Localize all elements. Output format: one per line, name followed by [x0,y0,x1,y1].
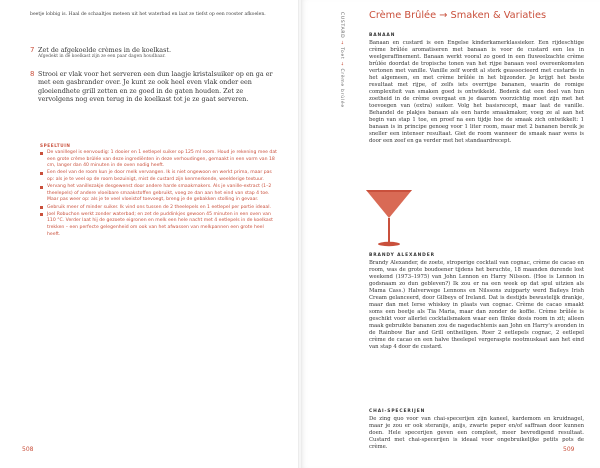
tip-item [40,184,278,204]
section-label-brandy-alexander: BRANDY ALEXANDER [369,253,435,258]
running-head-part: Crème brûlée [339,68,344,108]
running-head [332,12,344,132]
step-7 [30,46,280,60]
tip-text: Gebruik meer of minder suiker. Ik vind ons tussen de 2 theelepels en 1 eetlepel per portie ideaal. [47,204,271,210]
bullet-icon [40,213,43,216]
tip-item [40,170,278,183]
tip-item [40,205,278,212]
step-7-text: Zet de afgekoelde crèmes in de koelkast. [38,46,171,54]
intro-text: beetje lobbig is. Haal de schaaltjes meteen uit het waterbad en laat ze tiefst op een rooster afkoelen. [30,12,266,17]
cocktail-glass-icon [364,188,414,250]
tip-text: Joel Robuchon werkt zonder waterbad; en zet de puddinkjes gewoon 45 minuten in een oven van 110 °C. Verder laat hij de gezoete eigronen en melk een hele nacht met 4 eetlepels in de koelkast trekken – een perfecte gelegenheid om ook van het afwassen van melkpannen een grote heel heeft. [47,211,273,237]
bullet-icon [40,206,43,209]
tips-box [40,143,278,239]
tip-text: De vanillegel is eenvoudig: 1 dooier en 1 eetlepel suiker op 125 ml room. Houd je rekening mee dat een grote crème brûlée van deze ingrediënten in deze verhoudingen, gemaakt in een vorm van 18 cm, langer dan 40 minuten in de oven nodig heeft. [47,150,277,169]
bullet-icon [40,186,43,189]
tip-item [40,212,278,238]
tips-title: SPEELTUIN [40,143,71,148]
step-8 [30,70,280,104]
page-number-left: 508 [22,446,34,453]
section-label-chai: CHAI-SPECERIJEN [369,409,426,414]
section-text-banaan: Banaan en custard is een Engelse kinderkamerklassieker. Een rijdeschtige crème brûlée aromatiseren met banaan is voor de custard een les in weelgeraffinement. Banaan werkt vooral zo goed in een fluweelzachte crème brûlée doordat de tropische tonen van het rijpe banaan veel overeenkomsten vertonen met vanille. Vanille zelf wordt al sterk geassocieerd met custards in het algemeen, en met crème brûlée in het bijzonder. Je krijgt het beste resultaat met rijpe, of zelfs iets overrijpe bananen, waarin de romige complexiteit van smaken goed is ontwikkeld. Bedenk dat een deel van hun zoetheid in de crème overgaat en je daarom voorzichtig moet zijn met het toevoegen van (extra) suiker. Volg het basisrecept, maar laat de vanille. Behandel de plakjes banaan als een harde smaakmaker, voeg ze al aan het begin van stap 1 toe, en proef na een tijdje hoe de smaak zich ontwikkelt: 1 banaan is in principe genoeg voor 1 liter room, maar met 2 bananen bereik je sneller een intenser resultaat. Giet de room wanneer de smaak naar wens is door een zeef en ga verder met het standaardrecept. [369,40,584,144]
arrow-icon: → [339,38,344,48]
section-text-brandy-alexander: Brandy Alexander, de zoete, stroperige cocktail van cognac, crème de cacao en room, was de grote boudoener tijdens het beruchte, 18 maanden durende lost weekend (1973–1975) van John Lennon en Harry Nilsson. (Hoe is Lennon in godsnaam zo dun gebleven?) Ik zou er na een week op dat spul uitzien als Mama Cass.) Halverwege Lennons en Nilssons zuipparty werd Baileys Irish Cream gelanceerd, door Gilbeys of Ireland. Dat is destijds bewustelijk drankje, maar dan met Ierse whiskey in plaats van cognac. Crème de cacao smaakt soms een beetje als Tia Maria, maar dan zonder de koffie. Crème brûlée is geschikt voor allerlei cocktailsmaken waar een flinke dosis room in zit; alleen maak gebruikte bananen zou de nagedachtenis aan John en Harry's avonden in de Rainbow Bar and Grill ontheiligen. Roer 2 eetlepels cognac, 2 eetlepel crème de cacao en een halve theelepel vergeraspte nootmuskaat aan het eind van stap 4 door de custard. [369,260,584,350]
running-head-part: Toet [339,47,344,60]
tip-text: Een deel van de room kun je door melk vervangen. Ik is niet ongewoon en werkt prima, maar pas op: als je te veel op de room bezuinigt, mist de custard zijn kenmerkende, weelderige textuur. [47,170,272,182]
arrow-icon: → [339,59,344,69]
section-text-chai: De zing quo voor van chai-specerijen zijn kaneel, kardemom en kruidnagel, maar je zou er ook steranijs, anijs, zwarte peper en/of saffraan door kunnen doen. Hele specerijen geven een compleet, meer bevredigend resultaat. Custard met chai-specerijen is ideaal voor ongebruikelijke petits pots de crème. [369,416,584,450]
step-7-note: Afgedekt in de koelkast zijn ze een paar dagen houdbaar. [38,54,166,60]
step-8-text: Strooi er vlak voor het serveren een dun laagje kristalsuiker op en ga er met een gasbrander over. Je kunt ze ook heel even vlak onder een gloeiendhete grill zetten en ze goed in de gaten houden. Zet ze vervolgens nog even terug in de koelkast tot je ze gaat serveren. [38,70,273,104]
section-label-banaan: BANAAN [369,33,396,38]
bullet-icon [40,172,43,175]
page-heading: Crème Brûlée → Smaken & Variaties [369,10,547,21]
book-gutter [298,0,302,468]
tip-text: Vervang het vanillezakje desgewenst door andere harde smaakmakers. Als je vanille-extract (1–2 theelepels) of andere vloeibare smaakstoffen gebruikt, voeg ze dan aan het eind van stap 4 toe. Maar pas weer op: als je te veel vloeistof toevoegt, breng je de gebakken stolling in gevaar. [47,184,272,203]
tip-item [40,150,278,170]
page-number-right: 509 [563,446,575,453]
step-8-marker: 8 [30,70,35,78]
bullet-icon [40,152,43,155]
running-head-part: CUSTARD [339,12,344,39]
step-7-marker: 7 [30,46,35,54]
